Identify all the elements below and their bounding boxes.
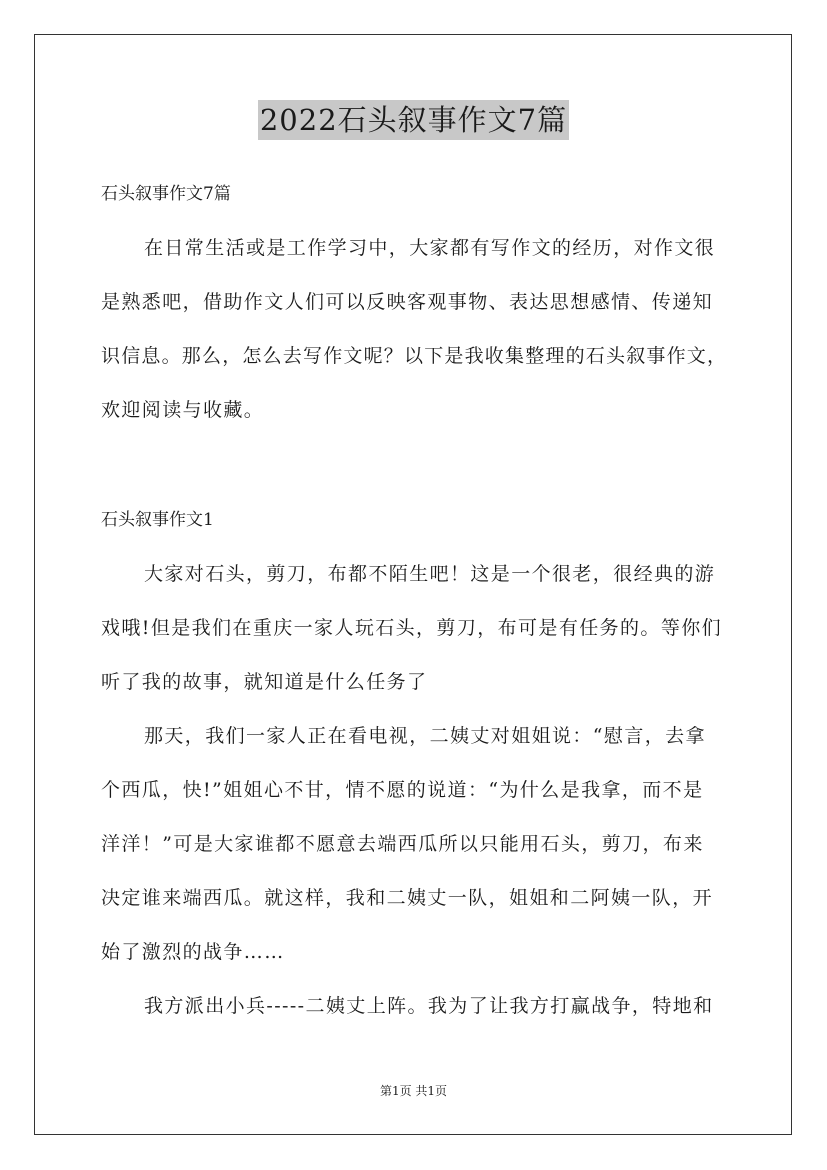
paragraph-line: 那天，我们一家人正在看电视，二姨丈对姐姐说：“慰言，去拿 — [144, 725, 706, 747]
paragraph-line: 戏哦!但是我们在重庆一家人玩石头，剪刀，布可是有任务的。等你们 — [101, 617, 723, 639]
paragraph-line: 我方派出小兵-----二姨丈上阵。我为了让我方打赢战争，特地和 — [144, 995, 714, 1017]
page-footer: 第1页 共1页 — [379, 1084, 448, 1098]
paragraph-line: 始了激烈的战争…… — [101, 941, 285, 963]
paragraph-line: 洋洋！”可是大家谁都不愿意去端西瓜所以只能用石头，剪刀，布来 — [101, 833, 704, 855]
intro-line: 是熟悉吧，借助作文人们可以反映客观事物、表达思想感情、传递知 — [101, 291, 714, 313]
document-title: 2022石头叙事作文7篇 — [258, 100, 569, 140]
intro-line: 识信息。那么，怎么去写作文呢？以下是我收集整理的石头叙事作文， — [101, 345, 728, 367]
paragraph-line: 决定谁来端西瓜。就这样，我和二姨丈一队，姐姐和二阿姨一队，开 — [101, 887, 714, 909]
intro-line: 在日常生活或是工作学习中，大家都有写作文的经历，对作文很 — [144, 237, 716, 259]
section-heading: 石头叙事作文1 — [101, 510, 214, 530]
paragraph-line: 听了我的故事，就知道是什么任务了 — [101, 671, 428, 693]
intro-line: 欢迎阅读与收藏。 — [101, 399, 265, 421]
title-container — [0, 100, 827, 140]
paragraph-line: 个西瓜，快!”姐姐心不甘，情不愿的说道：“为什么是我拿，而不是 — [101, 779, 704, 801]
paragraph-line: 大家对石头，剪刀，布都不陌生吧！这是一个很老，很经典的游 — [144, 563, 716, 585]
subtitle: 石头叙事作文7篇 — [101, 184, 231, 204]
